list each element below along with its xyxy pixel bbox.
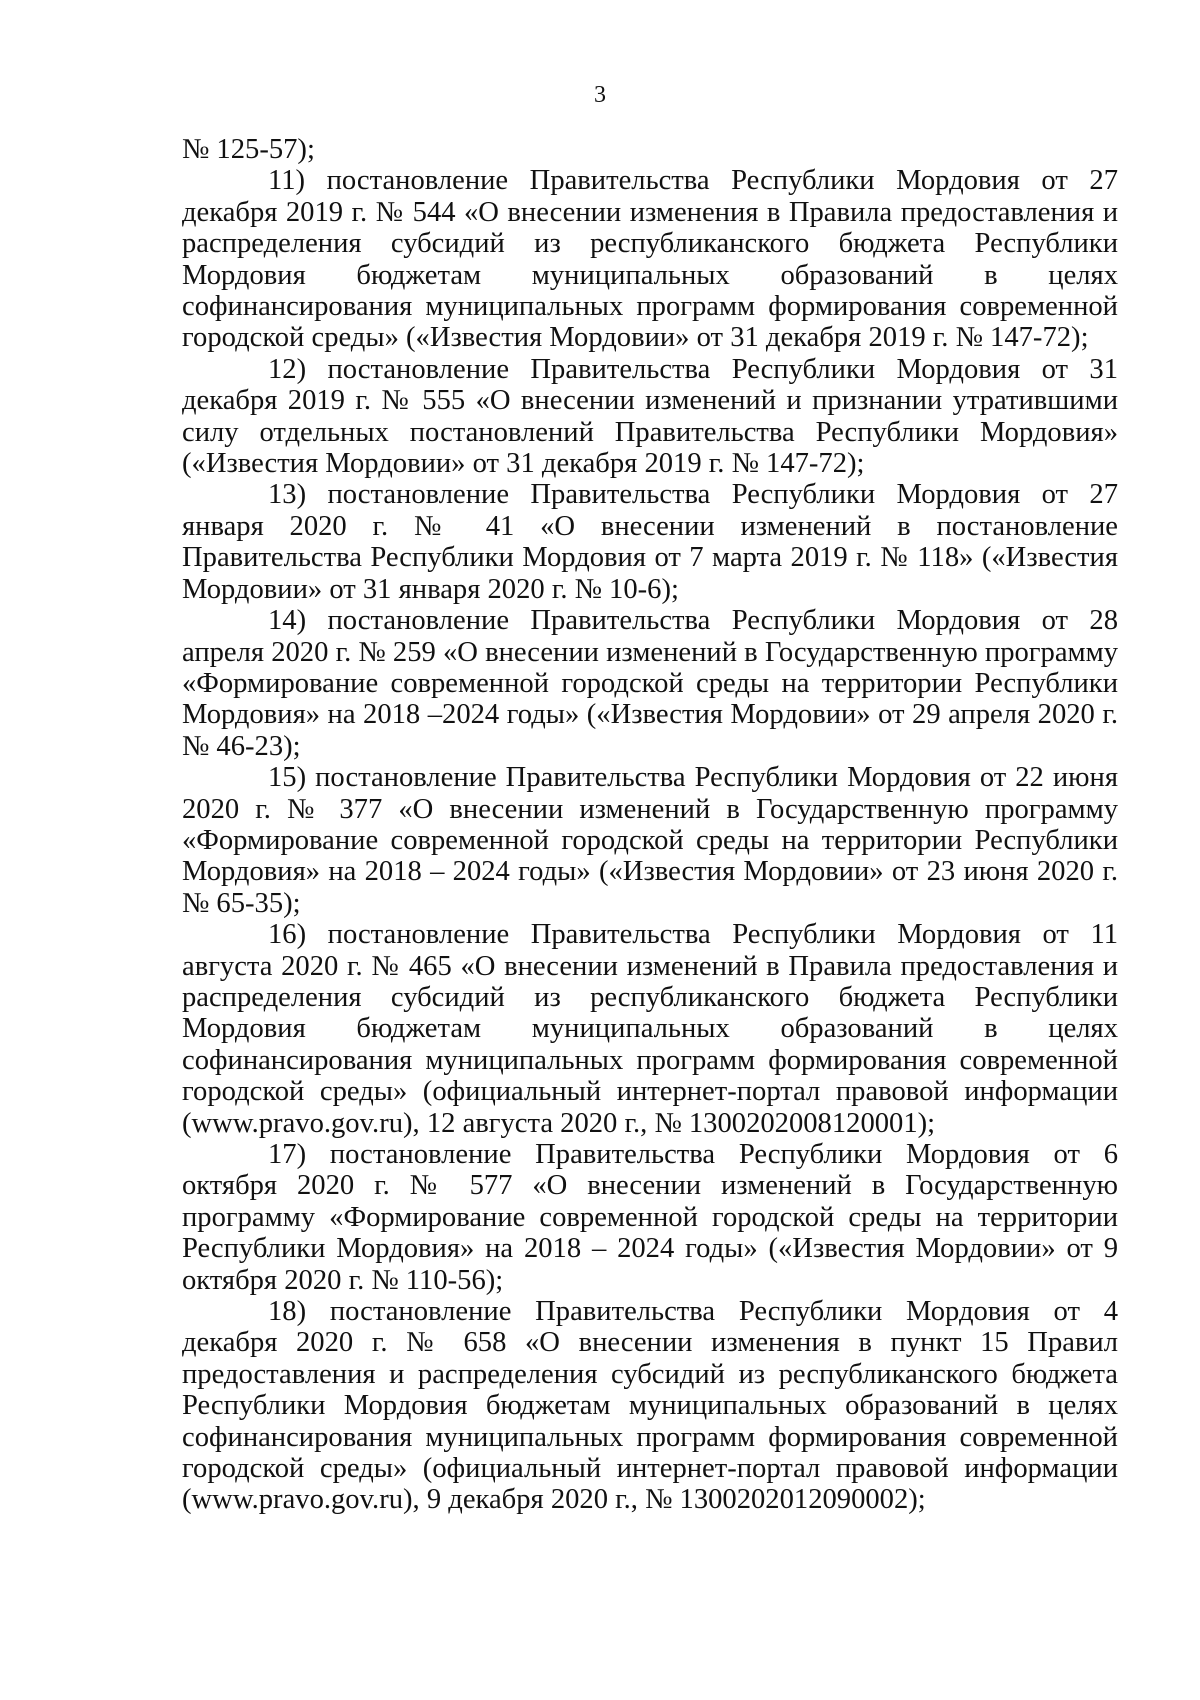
- document-body: [182, 134, 1118, 1516]
- list-item-11: 11) постановление Правительства Республики Мордовия от 27 декабря 2019 г. № 544 «О внесении изменения в Правила предоставления и распределения субсидий из республиканского бюджета Республики Мордовия бюджетам муниципальных образований в целях софинансирования муниципальных программ формирования современной городской среды» («Известия Мордовии» от 31 декабря 2019 г. № 147-72);: [182, 165, 1118, 354]
- list-item-18: 18) постановление Правительства Республики Мордовия от 4 декабря 2020 г. № 658 «О внесении изменения в пункт 15 Правил предоставления и распределения субсидий из республиканского бюджета Республики Мордовия бюджетам муниципальных образований в целях софинансирования муниципальных программ формирования современной городской среды» (официальный интернет-портал правовой информации (www.pravo.gov.ru), 9 декабря 2020 г., № 1300202012090002);: [182, 1296, 1118, 1516]
- list-item-13: 13) постановление Правительства Республики Мордовия от 27 января 2020 г. № 41 «О внесении изменений в постановление Правительства Республики Мордовия от 7 марта 2019 г. № 118» («Известия Мордовии» от 31 января 2020 г. № 10-6);: [182, 479, 1118, 605]
- list-item-17: 17) постановление Правительства Республики Мордовия от 6 октября 2020 г. № 577 «О внесении изменений в Государственную программу «Формирование современной городской среды на территории Республики Мордовия» на 2018 – 2024 годы» («Известия Мордовии» от 9 октября 2020 г. № 110-56);: [182, 1139, 1118, 1296]
- list-item-12: 12) постановление Правительства Республики Мордовия от 31 декабря 2019 г. № 555 «О внесении изменений и признании утратившими силу отдельных постановлений Правительства Республики Мордовия» («Известия Мордовии» от 31 декабря 2019 г. № 147-72);: [182, 353, 1118, 480]
- page-number: 3: [594, 82, 606, 108]
- list-item-16: 16) постановление Правительства Республики Мордовия от 11 августа 2020 г. № 465 «О внесении изменений в Правила предоставления и распределения субсидий из республиканского бюджета Республики Мордовия бюджетам муниципальных образований в целях софинансирования муниципальных программ формирования современной городской среды» (официальный интернет-портал правовой информации (www.pravo.gov.ru), 12 августа 2020 г., № 1300202008120001);: [182, 919, 1118, 1139]
- list-item-15: 15) постановление Правительства Республики Мордовия от 22 июня 2020 г. № 377 «О внесении изменений в Государственную программу «Формирование современной городской среды на территории Республики Мордовия» на 2018 – 2024 годы» («Известия Мордовии» от 23 июня 2020 г. № 65-35);: [182, 762, 1118, 919]
- paragraph-continuation: № 125-57);: [182, 134, 315, 165]
- list-item-14: 14) постановление Правительства Республики Мордовия от 28 апреля 2020 г. № 259 «О внесении изменений в Государственную программу «Формирование современной городской среды на территории Республики Мордовия» на 2018 –2024 годы» («Известия Мордовии» от 29 апреля 2020 г. № 46-23);: [182, 605, 1118, 762]
